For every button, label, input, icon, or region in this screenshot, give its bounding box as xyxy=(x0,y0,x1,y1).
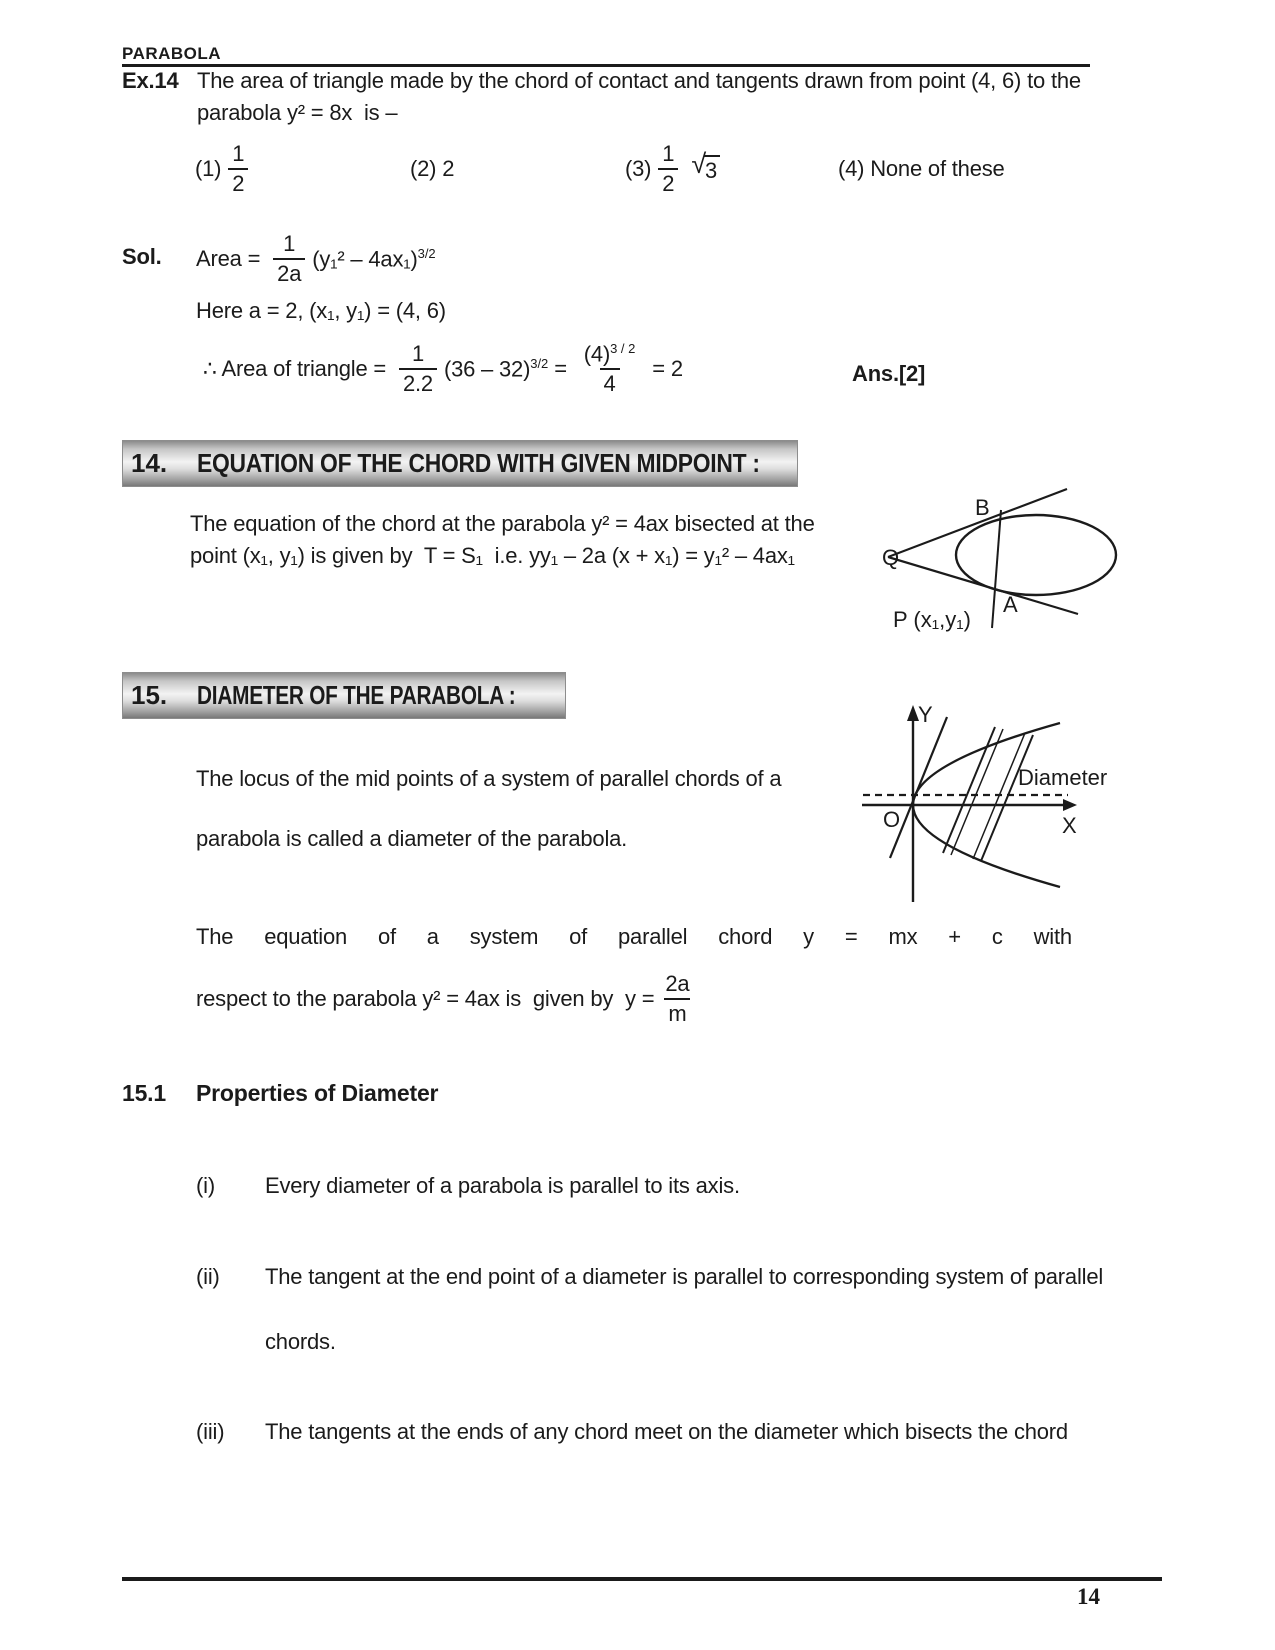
fraction xyxy=(273,232,305,286)
fraction-numerator: 1 xyxy=(232,141,245,167)
example-label: Ex.14 xyxy=(122,68,179,93)
option-2 xyxy=(410,141,454,197)
exponent: 3/2 xyxy=(417,245,436,261)
solution-label: Sol. xyxy=(122,244,162,269)
fraction-denominator: 4 xyxy=(600,368,620,396)
chord-midpoint-diagram xyxy=(860,455,1120,640)
locus-line-2: parabola is called a diameter of the parabola. xyxy=(196,826,628,851)
option-2-label: (2) 2 xyxy=(410,156,455,181)
section-number: 14. xyxy=(131,448,168,478)
answer-badge: Ans.[2] xyxy=(852,361,926,386)
lower-tangent-line xyxy=(888,557,1078,614)
diameter-diagram xyxy=(825,665,1115,910)
fraction-numerator: 1 xyxy=(411,341,424,367)
conic-curve xyxy=(956,515,1116,595)
parallel-chord-line xyxy=(973,733,1025,859)
section-number: 15. xyxy=(131,680,168,710)
section-15-heading-bar xyxy=(122,672,566,719)
section-14-line-2: point (x₁, y₁) is given by T = S₁ i.e. yy₁ – 2a (x + x₁) = y₁² – 4ax₁ xyxy=(190,543,795,568)
tangent-at-vertex-line xyxy=(890,717,947,858)
label-origin: O xyxy=(883,807,901,832)
fraction-numerator: 2a xyxy=(665,971,690,997)
section-title: EQUATION OF THE CHORD WITH GIVEN MIDPOINT : xyxy=(197,448,760,478)
section-14-line-1: The equation of the chord at the parabola y² = 4ax bisected at the xyxy=(190,511,815,536)
page-header-title: PARABOLA xyxy=(122,44,222,63)
option-3-label: (3) xyxy=(625,156,652,181)
label-b: B xyxy=(975,495,990,520)
page-number: 14 xyxy=(1077,1584,1100,1609)
fraction xyxy=(399,342,437,396)
fraction-denominator: 2 xyxy=(228,168,248,196)
formula-text: ∴ Area of triangle = xyxy=(203,356,392,381)
parallel-chord-line xyxy=(951,729,1003,855)
chord-line xyxy=(992,510,1001,628)
subsection-number: 15.1 xyxy=(122,1080,166,1106)
solution-triangle-formula xyxy=(203,340,683,398)
fraction-denominator: 2a xyxy=(273,258,305,286)
parallel-chord-line xyxy=(943,727,995,853)
option-1-label: (1) xyxy=(195,156,222,181)
label-x-axis: X xyxy=(1062,813,1077,838)
question-line-1: The area of triangle made by the chord of contact and tangents drawn from point (4, 6) to the xyxy=(197,68,1081,93)
property-marker: (i) xyxy=(196,1173,215,1198)
label-a: A xyxy=(1003,592,1018,617)
property-text: The tangent at the end point of a diameter is parallel to corresponding system of parallel xyxy=(265,1264,1104,1289)
option-1 xyxy=(195,141,255,197)
fraction-numerator: 1 xyxy=(283,231,296,257)
x-axis-arrowhead-icon xyxy=(1063,799,1077,811)
fraction xyxy=(580,342,640,396)
square-root xyxy=(691,148,720,184)
fraction-numerator: $(4)^{3 / 2}$ xyxy=(583,341,636,367)
label-diameter: Diameter xyxy=(1018,765,1108,790)
solution-here-line: Here a = 2, (x₁, y₁) = (4, 6) xyxy=(196,298,446,323)
fraction-denominator: 2.2 xyxy=(399,368,437,396)
fraction xyxy=(661,972,693,1026)
formula-text: Area = xyxy=(196,246,267,271)
fraction-denominator: 2 xyxy=(658,168,678,196)
parallel-chord-line xyxy=(981,735,1033,861)
fraction-numerator: 1 xyxy=(662,141,675,167)
fraction-denominator: m xyxy=(664,998,690,1026)
option-3-fraction xyxy=(658,142,678,196)
subsection-title: Properties of Diameter xyxy=(196,1080,439,1106)
system-chord-line-1: The equation of a system of parallel chord y = mx + c with xyxy=(196,924,1072,949)
property-marker: (iii) xyxy=(196,1419,225,1444)
question-line-2: parabola y² = 8x is – xyxy=(197,100,398,125)
equals-sign: = xyxy=(548,356,573,381)
label-q: Q xyxy=(882,545,900,570)
radical-sign: √ xyxy=(691,148,706,179)
option-4 xyxy=(838,141,1005,197)
formula-base: (36 – 32)$^{3/2}$ xyxy=(443,355,549,382)
property-text: The tangents at the ends of any chord meet on the diameter which bisects the chord xyxy=(265,1419,1068,1444)
option-4-label: (4) None of these xyxy=(838,156,1005,181)
formula-base: (y₁² – 4ax₁)$^{3/2}$ xyxy=(312,245,436,272)
property-marker: (ii) xyxy=(196,1264,220,1289)
formula-result: = 2 xyxy=(646,356,683,381)
option-3 xyxy=(625,141,720,197)
option-1-fraction xyxy=(228,142,248,196)
property-text-continued: chords. xyxy=(265,1329,336,1354)
locus-line-1: The locus of the mid points of a system of parallel chords of a xyxy=(196,766,782,791)
section-title: DIAMETER OF THE PARABOLA : xyxy=(197,680,516,710)
header-rule xyxy=(122,64,1090,67)
footer-rule xyxy=(122,1577,1162,1581)
section-14-heading-bar xyxy=(122,440,798,487)
formula-text: respect to the parabola y² = 4ax is given by y = xyxy=(196,986,655,1011)
label-y-axis: Y xyxy=(918,702,933,727)
solution-area-formula xyxy=(196,228,436,290)
radicand: 3 xyxy=(704,155,720,184)
system-chord-line-2 xyxy=(196,972,700,1026)
label-p: P (x₁,y₁) xyxy=(893,607,971,632)
exponent: 3 / 2 xyxy=(610,341,636,357)
property-text: Every diameter of a parabola is parallel to its axis. xyxy=(265,1173,740,1198)
exponent: 3/2 xyxy=(530,355,549,371)
